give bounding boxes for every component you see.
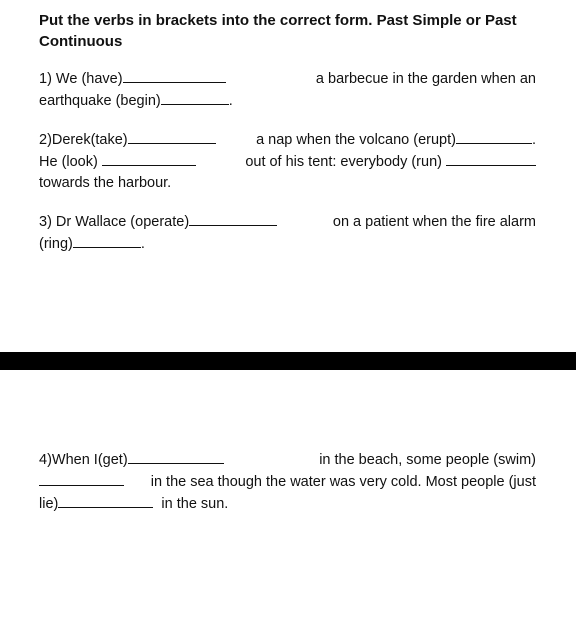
ex2-blank-look[interactable] xyxy=(102,151,196,166)
ex2-text: towards the harbour. xyxy=(39,175,172,191)
instructions-heading: Put the verbs in brackets into the correct form. Past Simple or Past Continuous xyxy=(39,12,517,50)
ex3-blank-ring[interactable] xyxy=(73,233,141,248)
exercise-2 xyxy=(39,129,536,194)
black-divider-bar xyxy=(0,352,576,370)
ex2-text: He (look) xyxy=(39,154,98,170)
ex3-text: on a patient when the fire alarm xyxy=(332,214,536,230)
ex1-text: . xyxy=(228,93,233,109)
ex2-text: out of his tent: everybody (run) xyxy=(245,154,442,170)
ex1-blank-have[interactable] xyxy=(123,68,226,83)
worksheet-bottom xyxy=(39,449,536,532)
worksheet-top xyxy=(39,10,536,272)
ex4-text: lie) xyxy=(39,496,59,512)
ex2-text: . xyxy=(531,132,536,148)
ex4-blank-get[interactable] xyxy=(128,449,224,464)
ex4-text: in the sea though the water was very cold. Most people (just xyxy=(150,474,536,490)
ex4-text: in the sun. xyxy=(161,496,229,512)
ex4-text: in the beach, some people (swim) xyxy=(319,452,536,468)
ex3-text: . xyxy=(140,236,145,252)
ex1-blank-begin[interactable] xyxy=(161,90,229,105)
ex4-blank-swim[interactable] xyxy=(39,471,124,486)
ex2-blank-erupt[interactable] xyxy=(456,129,532,144)
ex1-text: a barbecue in the garden when an xyxy=(315,71,536,87)
ex2-blank-take[interactable] xyxy=(128,129,216,144)
ex2-blank-run[interactable] xyxy=(446,151,536,166)
exercise-3 xyxy=(39,211,536,255)
ex4-text: 4)When I(get) xyxy=(39,452,128,468)
exercise-4 xyxy=(39,449,536,515)
ex3-blank-operate[interactable] xyxy=(189,211,277,226)
ex3-text: 3) Dr Wallace (operate) xyxy=(39,214,190,230)
ex1-text: earthquake (begin) xyxy=(39,93,161,109)
ex2-text: 2)Derek(take) xyxy=(39,132,128,148)
ex2-text: a nap when the volcano (erupt) xyxy=(256,132,456,148)
exercise-1 xyxy=(39,68,536,112)
ex3-text: (ring) xyxy=(39,236,73,252)
ex4-blank-lie[interactable] xyxy=(58,493,153,508)
ex1-text: 1) We (have) xyxy=(39,71,123,87)
